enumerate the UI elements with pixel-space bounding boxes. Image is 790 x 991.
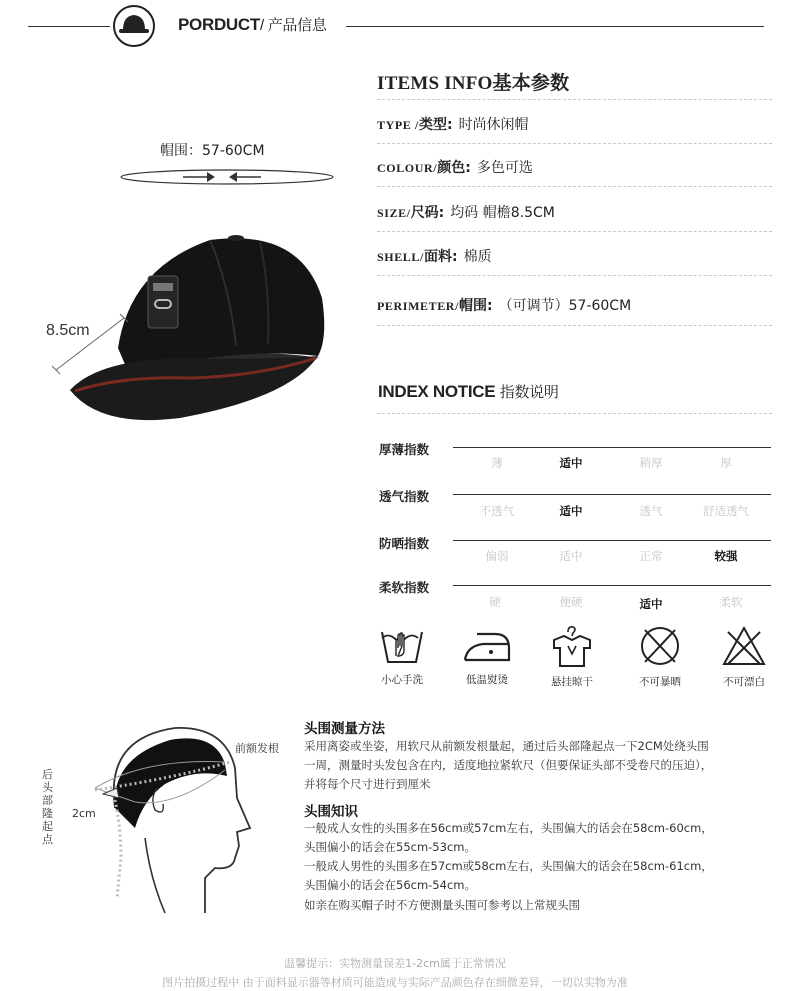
index-option: 硬 — [489, 595, 501, 609]
offset-label: 2cm — [72, 807, 96, 820]
divider — [377, 275, 772, 276]
knowledge-line: 如亲在购买帽子时不方便测量头围可参考以上常规头围 — [304, 898, 580, 912]
index-option: 适中 — [559, 549, 583, 563]
index-option: 透气 — [639, 504, 663, 518]
info-row-size: SIZE/尺码: 均码 帽檐8.5CM — [377, 205, 555, 221]
knowledge-line: 一般成人男性的头围多在57cm或58cm左右，头围偏大的话会在58cm-61cm， — [304, 859, 713, 873]
footer-disclaimer: 图片拍摄过程中 由于面料显示器等材质可能造成与实际产品颜色存在细微差异，一切以实物为准 — [162, 976, 628, 989]
info-row-perimeter: PERIMETER/帽围: （可调节）57-60CM — [377, 298, 632, 314]
index-label-sun-protection: 防晒指数 — [379, 536, 430, 551]
brim-length-label: 8.5cm — [46, 322, 90, 339]
index-label-breathability: 透气指数 — [379, 489, 430, 504]
items-info-heading: ITEMS INFO基本参数 — [377, 73, 570, 94]
index-option-selected: 适中 — [559, 504, 583, 518]
method-line: 一周，测量时头发包含在内，适度地拉紧软尺（但要保证头部不受卷尺的压迫）， — [304, 758, 713, 772]
index-option: 舒适透气 — [703, 504, 749, 518]
header-title: PORDUCT/ 产品信息 — [178, 15, 327, 34]
index-rule — [453, 494, 771, 495]
index-option: 不透气 — [479, 504, 515, 518]
index-option-selected: 适中 — [559, 456, 583, 470]
knowledge-line: 头围偏小的话会在56cm-54cm。 — [304, 878, 476, 892]
index-option: 偏弱 — [485, 549, 509, 563]
index-option: 厚 — [720, 456, 732, 470]
care-item: 悬挂晾干 — [532, 624, 612, 689]
back-head-label: 后头部隆起点 — [42, 768, 53, 846]
method-line: 采用离姿或坐姿，用软尺从前额发根量起，通过后头部隆起点一下2CM处绕头围 — [304, 739, 709, 753]
index-option: 稍厚 — [639, 456, 663, 470]
care-item: 不可暴晒 — [620, 624, 700, 689]
index-option: 柔软 — [719, 595, 743, 609]
index-label-thickness: 厚薄指数 — [379, 442, 430, 457]
circumference-arrow-icon — [115, 164, 340, 192]
info-row-type: TYPE /类型: 时尚休闲帽 — [377, 117, 529, 133]
knowledge-title: 头围知识 — [304, 804, 358, 820]
care-item: 低温熨烫 — [447, 624, 527, 687]
method-line: 并将每个尺寸进行到厘米 — [304, 777, 431, 791]
knowledge-line: 头围偏小的话会在55cm-53cm。 — [304, 840, 476, 854]
index-rule — [453, 447, 771, 448]
care-item: 不可漂白 — [704, 624, 784, 689]
index-label-softness: 柔软指数 — [379, 580, 430, 595]
brim-measure-line-icon — [44, 310, 134, 380]
header-rule-right — [346, 26, 764, 27]
index-rule — [453, 540, 771, 541]
care-item: 小心手洗 — [362, 624, 442, 687]
no-bleach-icon — [720, 624, 768, 668]
low-iron-icon — [461, 624, 513, 666]
footer-note: 温馨提示：实物测量误差1-2cm属于正常情况 — [284, 957, 506, 970]
divider — [377, 231, 772, 232]
index-option: 正常 — [639, 549, 663, 563]
hat-logo-icon — [110, 4, 158, 48]
divider — [377, 143, 772, 144]
index-option-selected: 较强 — [714, 549, 738, 563]
hang-dry-icon — [548, 624, 596, 668]
hand-wash-icon — [378, 624, 426, 666]
divider — [377, 186, 772, 187]
index-notice-heading: INDEX NOTICE 指数说明 — [378, 382, 559, 401]
index-rule — [453, 585, 771, 586]
divider — [377, 413, 772, 414]
forehead-label: 前额发根 — [235, 742, 279, 755]
index-option-selected: 适中 — [639, 597, 663, 611]
info-row-colour: COLOUR/颜色: 多色可选 — [377, 160, 533, 176]
header-rule-left — [28, 26, 110, 27]
no-sun-icon — [637, 624, 683, 668]
knowledge-line: 一般成人女性的头围多在56cm或57cm左右，头围偏大的话会在58cm-60cm， — [304, 821, 713, 835]
info-row-shell: SHELL/面料: 棉质 — [377, 249, 492, 265]
index-option: 便硬 — [559, 595, 583, 609]
divider — [377, 325, 772, 326]
index-option: 薄 — [491, 456, 503, 470]
divider — [377, 99, 772, 100]
method-title: 头围测量方法 — [304, 721, 385, 737]
circumference-label: 帽围：57-60CM — [160, 143, 265, 159]
